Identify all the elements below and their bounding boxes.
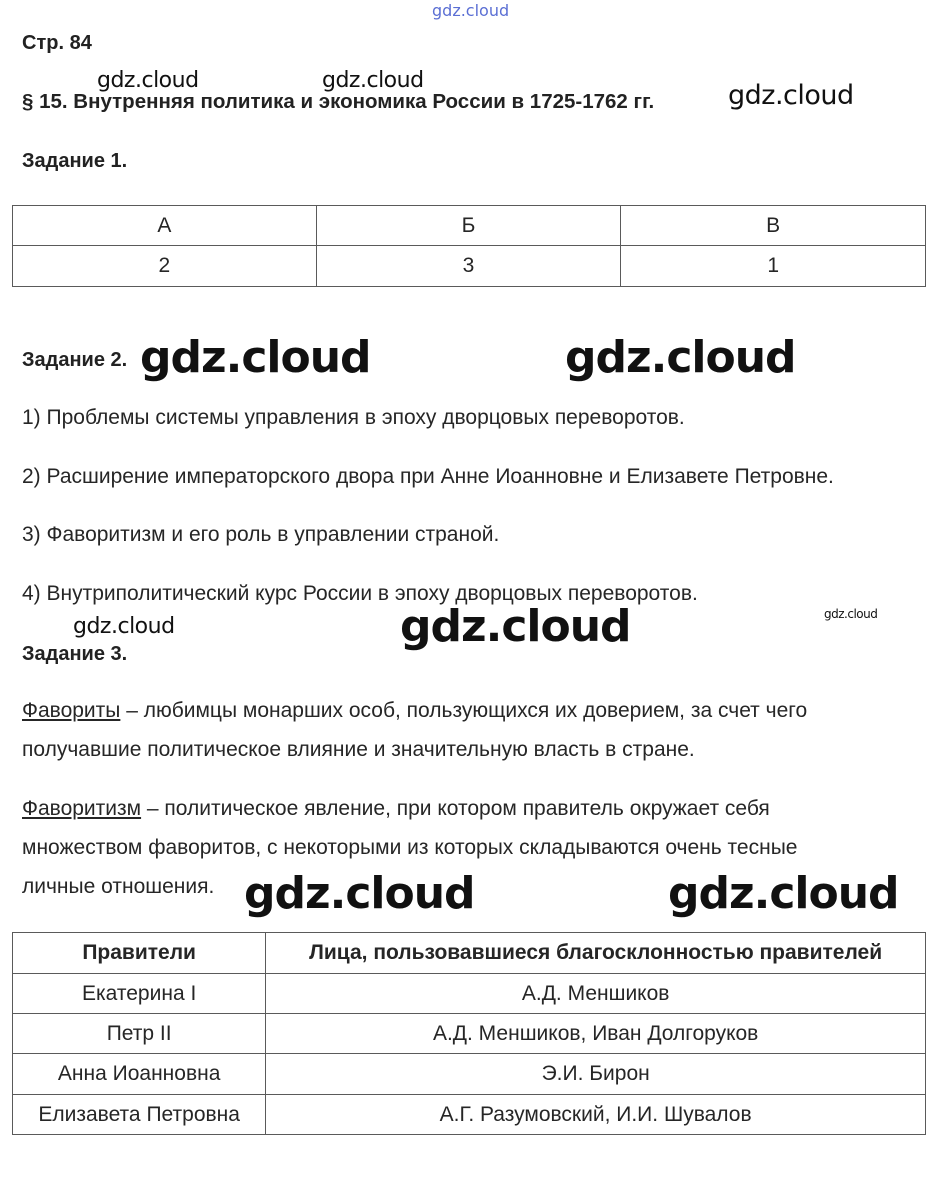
task3-heading: Задание 3.: [22, 643, 128, 665]
watermark: gdz.cloud: [244, 868, 475, 919]
watermark: gdz.cloud: [668, 868, 899, 919]
task1-value-cell: 2: [13, 246, 317, 287]
watermark: gdz.cloud: [97, 68, 199, 93]
task1-value-cell: 3: [316, 246, 621, 287]
definition-favorites: [22, 691, 807, 769]
watermark: gdz.cloud: [140, 332, 371, 383]
task1-value-cell: 1: [621, 246, 926, 287]
watermark: gdz.cloud: [824, 607, 878, 621]
favorites-cell: А.Д. Меншиков: [266, 974, 926, 1014]
watermark: gdz.cloud: [400, 601, 631, 652]
task1-header-cell: В: [621, 206, 926, 246]
favorites-header-row: [13, 933, 926, 974]
favorites-cell: Э.И. Бирон: [266, 1054, 926, 1095]
section-title: § 15. Внутренняя политика и экономика России в 1725-1762 гг.: [22, 90, 655, 113]
definition-text: получавшие политическое влияние и значительную власть в стране.: [22, 738, 695, 761]
definition-text: – любимцы монарших особ, пользующихся их доверием, за счет чего: [120, 699, 808, 722]
column-header-rulers: Правители: [13, 933, 266, 974]
watermark: gdz.cloud: [565, 332, 796, 383]
watermark: gdz.cloud: [322, 68, 424, 93]
ruler-cell: Анна Иоанновна: [13, 1054, 266, 1095]
column-header-favorites: Лица, пользовавшиеся благосклонностью правителей: [266, 933, 926, 974]
task1-header-row: [13, 206, 926, 246]
term-favorites: Фавориты: [22, 699, 121, 722]
task1-header-cell: А: [13, 206, 317, 246]
favorites-table: [12, 932, 926, 1135]
task2-item: 1) Проблемы системы управления в эпоху дворцовых переворотов.: [22, 406, 685, 429]
watermark: gdz.cloud: [432, 1, 510, 20]
task2-item: 4) Внутриполитический курс России в эпоху дворцовых переворотов.: [22, 582, 698, 605]
table-row: [13, 1054, 926, 1095]
watermark: gdz.cloud: [73, 614, 175, 639]
ruler-cell: Екатерина I: [13, 974, 266, 1014]
table-row: [13, 974, 926, 1014]
task1-value-row: [13, 246, 926, 287]
task1-heading: Задание 1.: [22, 150, 128, 172]
definition-text: личные отношения.: [22, 875, 215, 898]
task2-item: 2) Расширение императорского двора при Анне Иоанновне и Елизавете Петровне.: [22, 465, 834, 488]
favorites-cell: А.Д. Меншиков, Иван Долгоруков: [266, 1014, 926, 1054]
ruler-cell: Елизавета Петровна: [13, 1095, 266, 1135]
task1-header-cell: Б: [316, 206, 621, 246]
ruler-cell: Петр II: [13, 1014, 266, 1054]
task2-heading: Задание 2.: [22, 349, 128, 371]
task1-table: [12, 205, 926, 287]
definition-text: – политическое явление, при котором правитель окружает себя: [141, 797, 770, 820]
favorites-cell: А.Г. Разумовский, И.И. Шувалов: [266, 1095, 926, 1135]
definition-text: множеством фаворитов, с некоторыми из которых складываются очень тесные: [22, 836, 798, 859]
table-row: [13, 1095, 926, 1135]
page-number: Стр. 84: [22, 32, 92, 54]
watermark: gdz.cloud: [728, 80, 854, 111]
task2-item: 3) Фаворитизм и его роль в управлении страной.: [22, 523, 500, 546]
term-favoritism: Фаворитизм: [22, 797, 142, 820]
table-row: [13, 1014, 926, 1054]
